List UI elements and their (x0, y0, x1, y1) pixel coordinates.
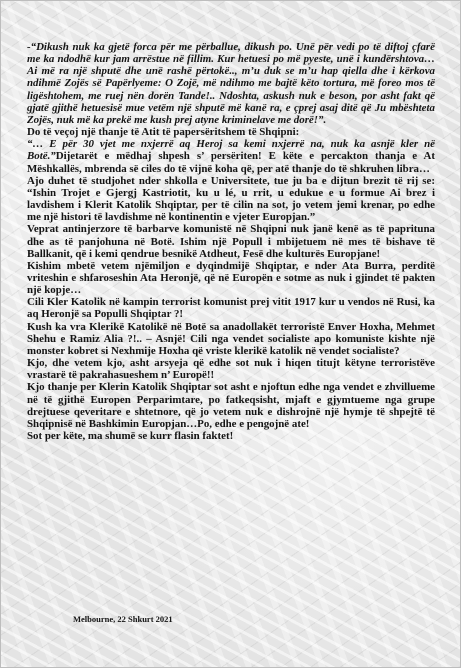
paragraph-kjo-thanje: Kjo thanje per Klerin Katolik Shqiptar sot asht e njoftun edhe nga vendet e zhvillueme në të gjithë Europen Perparimtare, po fatkeqsisht, mjaft e gjymtueme nga grupe drejtuese qeveritare e shtetnore, që jo vetem nuk e dishrojnë një hymje të shpejtë të Shqipnisë në Bashkimin Europjan…Po, edhe e pengojnë ate! (27, 381, 435, 430)
signature-place-date: Melbourne, 22 Shkurt 2021 (73, 614, 173, 624)
paragraph-kush-ka-vra: Kush ka vra Klerikë Katolikë në Botë sa anadollakët terroristë Enver Hoxha, Mehmet Shehu e Ramiz Alia ?!.. – Asnjë! Cili nga vendet socialiste apo komuniste kishte një monster kobret si Nexhmije Hoxha që vriste klerikë katolik në vendet socialiste? (27, 320, 435, 357)
thanja-text: Dijetarët e mëdhaj shpesh s’ persëriten! E këte e percakton thanja e At Mëshkallës, mbrenda së ciles do të vijnë koha që, per atë thanje do të shkruhen libra… (27, 150, 435, 175)
paragraph-studjohet: Ajo duhet të studjohet nder shkolla e Universitete, tue ju ba e dijtun brezit të rij se: “Ishin Trojet e Gjergj Kastriotit, ku u lé, u rrit, u edukue e u formue Ai brez i lavdishem i Klerit Katolik Shqiptar, per të cilin na sot, jo vetem jemi krenar, po edhe me një histori të lavdishme në kontinentin e vjeter Europjan.” (27, 174, 435, 224)
paragraph-kjo-dhe-vetem: Kjo, dhe vetem kjo, asht arsyeja që edhe sot nuk i hiqen titujt këtyne terroristëve vrastarë të pakrahasueshem n’ Europë!! (27, 357, 435, 382)
quote-paragraph: -“Dikush nuk ka gjetë forca për me përballue, dikush po. Unë për vedi po të diftoj çfarë me ka ndodhë kur jam arrëstue në fillim. Kur hetuesi po më pyeste, unë i kundërshtova…Ai më ra një shputë dhe unë rashë përtokë.., m’u duk se m’u hap qiella dhe i kërkova ndihmë Zojës së Papërlyeme: O Zojë, më ndihmo me bajtë këto tortura, më foreo mos të ligështohem, me ruej nën dorën Tande!.. Ndoshta, askush nuk e beson, por asht fakt që gjatë gjithë hetuesisë mue vetëm një shputë më kanë ra, e çprej asaj ditë që Ju mbështeta Zojës, nuk më ka prekë me kush prej atyne kriminelave me dorë!”. (27, 41, 435, 126)
paragraph-cili-kler: Cili Kler Katolik në kampin terrorist komunist prej vitit 1917 kur u vendos në Rusi, ka aq Heronjë sa Populli Shqiptar ?! (27, 296, 435, 321)
paragraph-thanja (27, 138, 435, 174)
article-body (27, 41, 435, 442)
thanja-quote: “… E për 30 vjet me nxjerrë aq Heroj sa kemi nxjerrë na, nuk ka asnjë kler në Botë.” (27, 138, 435, 163)
paragraph-closing: Sot per këte, ma shumë se kurr flasin faktet! (27, 430, 234, 442)
paragraph-veprat: Veprat antinjerzore të barbarve komunistë në Shqipni nuk janë kenë as të paprituna dhe as të panjohuna në Botë. Ishim një Popull i mbijetuem në mes të bishave të Ballkanit, që i kemi qendrue besnikë Atdheut, Fesë dhe kulturës Europjane! (27, 223, 435, 260)
paragraph-kishim: Kishim mbetë vetem njëmiljon e dyqindmijë Shqiptar, e nder Ata Burra, perditë vriteshin e shfaroseshin Ata Heronjë, që në Europën e sotme as nuk i gjindet të pakten një kopje… (27, 259, 435, 297)
paragraph-intro: Do të veçoj një thanje të Atit të papersëritshem të Shqipni: (27, 126, 300, 139)
